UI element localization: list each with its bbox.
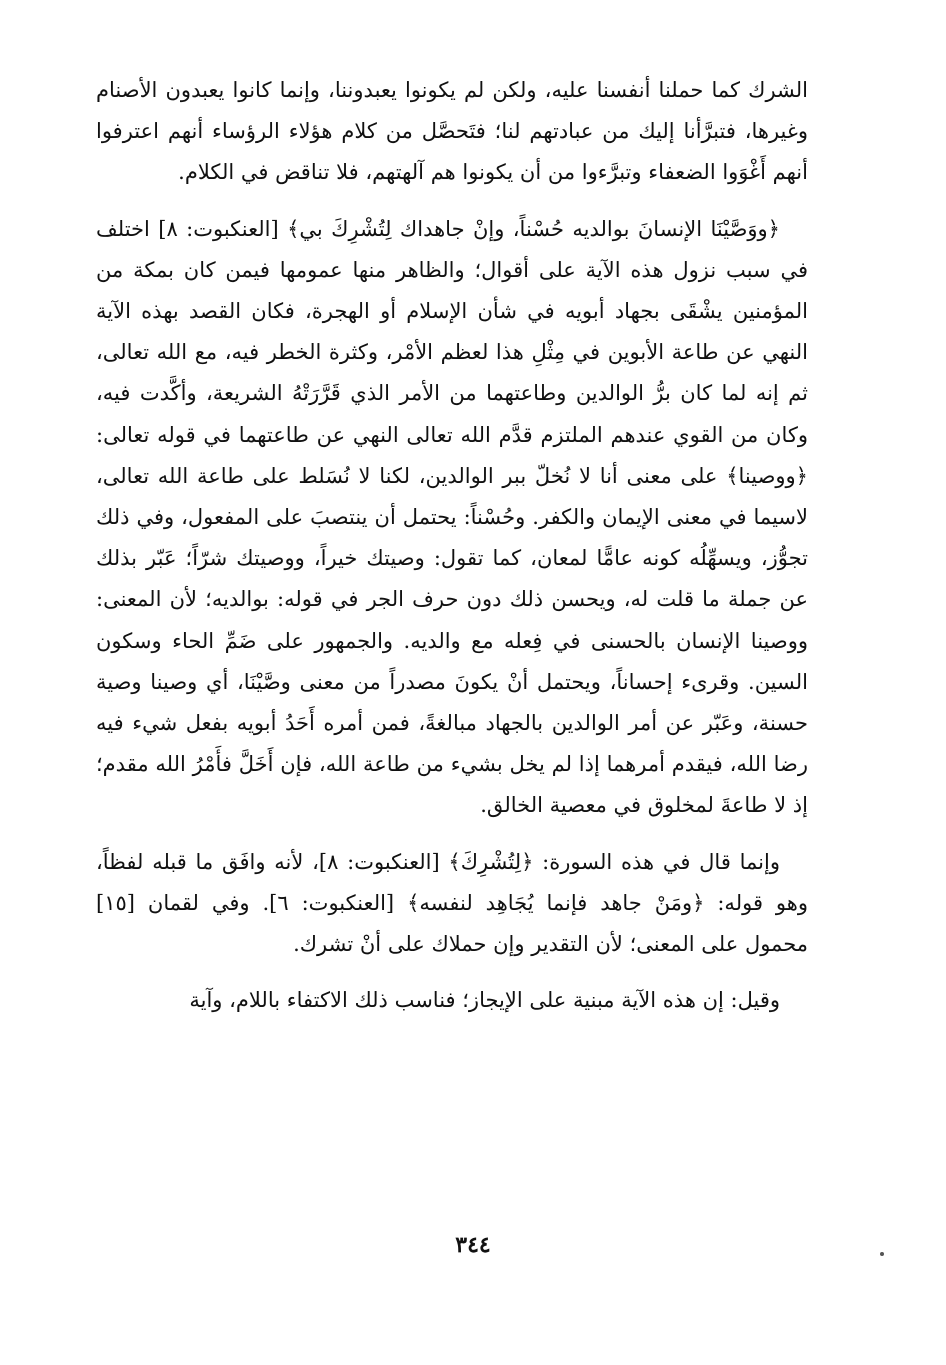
paragraph-continuation: الشرك كما حملنا أنفسنا عليه، ولكن لم يكونوا يعبدوننا، وإنما كانوا يعبدون الأصنام وغيرها، فتبرَّأنا إليك من عبادتهم لنا؛ فتَحصَّل من كلام هؤلاء الرؤساء أنهم اعترفوا أنهم أَغْوَوا الضعفاء وتبرَّءوا من أن يكونوا هم آلهتهم، فلا تناقض في الكلام. xyxy=(96,78,808,185)
paragraph-surah-comparison: وإنما قال في هذه السورة: ﴿لِتُشْرِكَ﴾ [العنكبوت: ٨]، لأنه وافَق ما قبله لفظاً، وهو قوله: ﴿ومَنْ جاهد فإنما يُجَاهِد لنفسه﴾ [العنكبوت: ٦]. وفي لقمان [١٥] محمول على المعنى؛ لأن التقدير وإن حملاك على أنْ تشرك. xyxy=(96,849,808,957)
paragraph-verse-commentary: ﴿ووَصَّيْنَا الإنسانَ بوالديه حُسْناً، وإنْ جاهداك لِتُشْرِكَ بي﴾ [العنكبوت: ٨] اختلف في سبب نزول هذه الآية على أقوال؛ والظاهر منها عمومها فيمن كان بمكة من المؤمنين يشْقَى بجهاد أبويه في شأن الإسلام أو الهجرة، فكان القصد بهذه الآية النهي عن طاعة الأبوين في مِثْلِ هذا لعظم الأمْر، وكثرة الخطر فيه، مع الله تعالى، ثم إنه لما كان برُّ الوالدين وطاعتهما من الأمر الذي قَرَّرَتْهُ الشريعة، وأكَّدت فيه، وكان من القوي عندهم الملتزم قدَّم الله تعالى النهي عن طاعتهما في قوله تعالى: ﴿ووصينا﴾ على معنى أنا لا نُخلّ ببر الوالدين، لكنا لا نُسَلط على طاعة الله تعالى، لاسيما في معنى الإيمان والكفر. وحُسْناً: يحتمل أن ينتصبَ على المفعول، وفي ذلك تجوُّز، ويسهِّلُه كونه عامًّا لمعان، كما تقول: وصيتك خيراً، ووصيتك شرّاً؛ عَبّر بذلك عن جملة ما قلت له، ويحسن ذلك دون حرف الجر في قوله: بوالديه؛ لأن المعنى: ووصينا الإنسان بالحسنى في فِعله مع والديه. والجمهور على ضَمِّ الحاء وسكون السين. وقرىء إحساناً، ويحتمل أنْ يكونَ مصدراً من معنى وصَّيْنَا، أي وصينا وصية حسنة، وعَبّر عن أمر الوالدين بالجهاد مبالغةً، فمن أمره أَحَدُ أبويه بفعل شيء فيه رضا الله، فيقدم أمرهما إذا لم يخل بشيء من طاعة الله، فإن أَخَلَّ فأَمْرُ الله مقدم؛ إذ لا طاعةَ لمخلوق في معصية الخالق. xyxy=(96,216,808,818)
page-body xyxy=(96,70,808,1036)
margin-mark xyxy=(880,1252,884,1256)
page-number: ٣٤٤ xyxy=(455,1232,491,1258)
paragraph-brevity-note: وقيل: إن هذه الآية مبنية على الإيجاز؛ فناسب ذلك الاكتفاء باللام، وآية xyxy=(189,988,780,1013)
